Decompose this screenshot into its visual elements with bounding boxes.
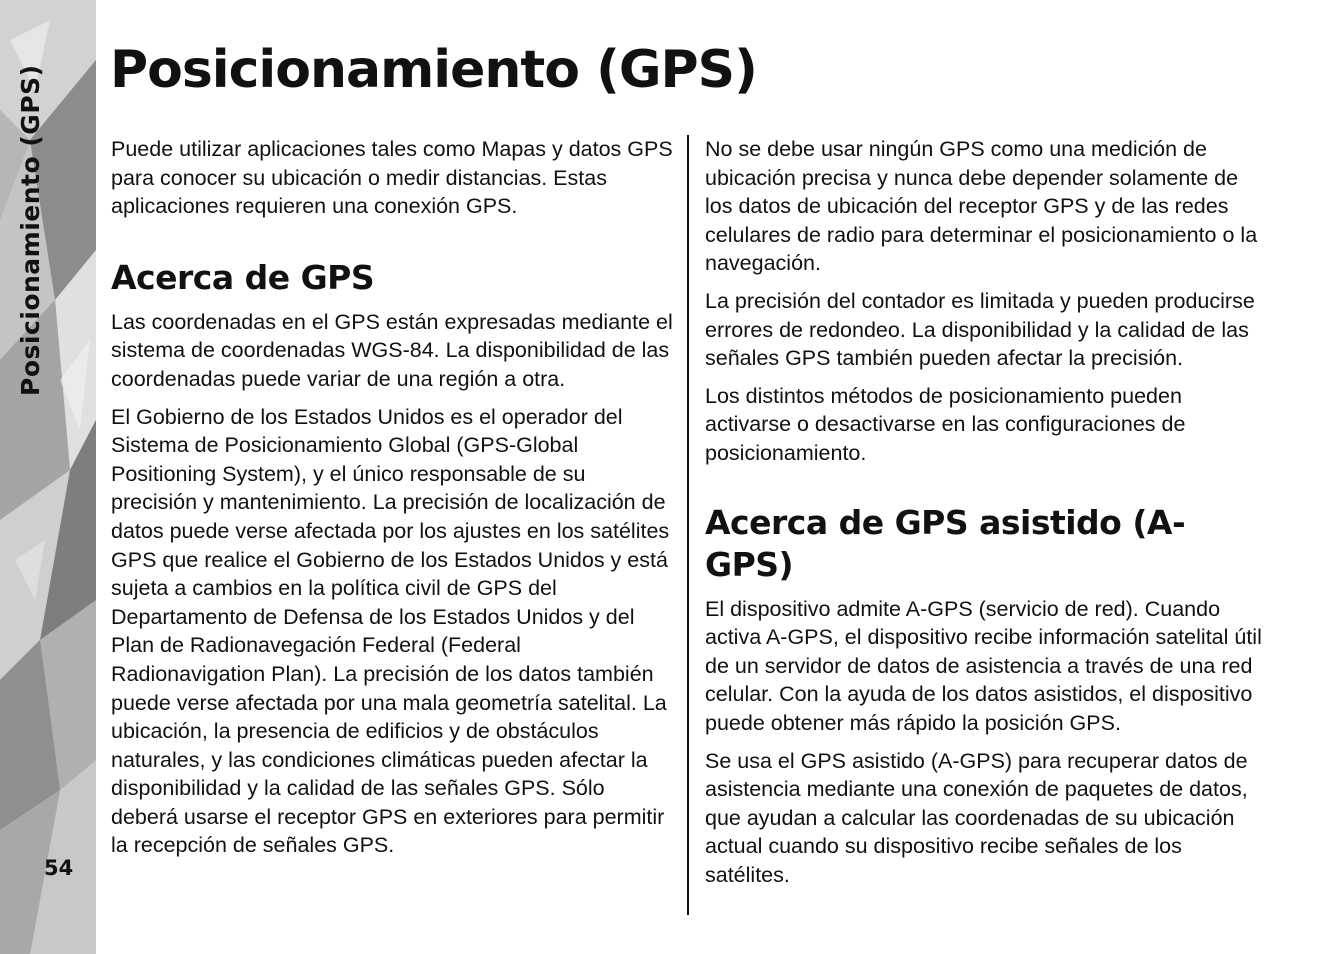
paragraph: El Gobierno de los Estados Unidos es el operador del Sistema de Posicionamiento Global (GPS-Global Positioning System), y el único responsable de su precisión y mantenimiento. La precisión de localización de datos puede verse afectada por los ajustes en los satélites GPS que realice el Gobierno de los Estados Unidos y está sujeta a cambios en la política civil de GPS del Departamento de Defensa de los Estados Unidos y del Plan de Radionavegación Federal (Federal Radionavigation Plan). La precisión de los datos también puede verse afectada por una mala geometría satelital. La ubicación, la presencia de edificios y de obstáculos naturales, y las condiciones climáticas pueden afectar la disponibilidad y la calidad de las señales GPS. Sólo deberá usarse el receptor GPS en exteriores para permitir la recepción de señales GPS. [111, 404, 670, 858]
sidebar-vertical-title: Posicionamiento (GPS) [16, 64, 45, 396]
column-divider [687, 135, 689, 915]
intro-paragraph: Puede utilizar aplicaciones tales como Mapas y datos GPS para conocer su ubicación o medir distancias. Estas aplicaciones requieren una conexión GPS. [111, 137, 673, 219]
side-band [0, 0, 96, 954]
section-heading-about-agps: Acerca de GPS asistido (A-GPS) [705, 502, 1186, 584]
page-number: 54 [44, 856, 74, 880]
paragraph: Los distintos métodos de posicionamiento pueden activarse o desactivarse en las configuraciones de posicionamiento. [705, 383, 1186, 465]
paragraph: La precisión del contador es limitada y pueden producirse errores de redondeo. La disponibilidad y la calidad de las señales GPS también pueden afectar la precisión. [705, 288, 1255, 371]
left-column [111, 135, 675, 869]
paragraph: Se usa el GPS asistido (A-GPS) para recuperar datos de asistencia mediante una conexión de paquetes de datos, que ayudan a calcular las coordenadas de su ubicación actual cuando su dispositivo recibe señales de los satélites. [705, 748, 1248, 887]
paragraph: Las coordenadas en el GPS están expresadas mediante el sistema de coordenadas WGS-84. La disponibilidad de las coordenadas puede variar de una región a otra. [111, 309, 673, 391]
section-heading-about-gps: Acerca de GPS [111, 257, 375, 297]
right-column [705, 135, 1270, 898]
decorative-pattern [0, 0, 96, 954]
page-title: Posicionamiento (GPS) [110, 40, 757, 100]
paragraph: El dispositivo admite A-GPS (servicio de red). Cuando activa A-GPS, el dispositivo recibe información satelital útil de un servidor de datos de asistencia a través de una red celular. Con la ayuda de los datos asistidos, el dispositivo puede obtener más rápido la posición GPS. [705, 596, 1262, 735]
paragraph: No se debe usar ningún GPS como una medición de ubicación precisa y nunca debe depender solamente de los datos de ubicación del receptor GPS y de las redes celulares de radio para determinar el posicionamiento o la navegación. [705, 137, 1258, 276]
